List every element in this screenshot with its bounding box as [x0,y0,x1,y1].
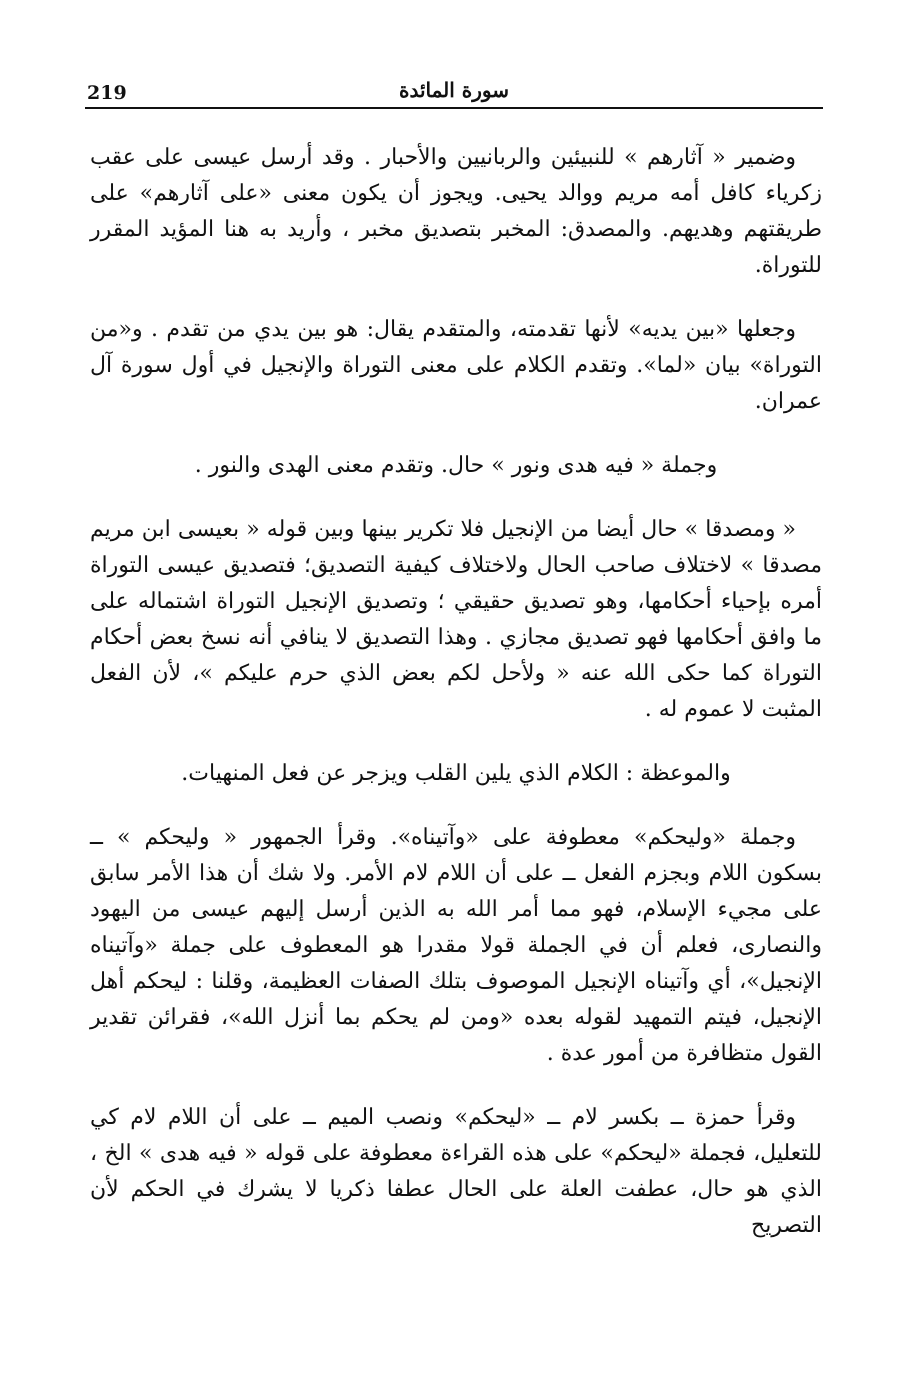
paragraph-walyahkum: وجملة «وليحكم» معطوفة على «وآتيناه». وقرأ الجمهور « وليحكم » ــ بسكون اللام وبجزم الفعل ــ على أن اللام لام الأمر. ولا شك أن هذا الأمر سابق على مجيء الإسلام، فهو مما أمر الله به الذين أرسل إليهم عيسى من اليهود والنصارى، فعلم أن في الجملة قولا مقدرا هو المعطوف على جملة «وآتيناه الإنجيل»، أي وآتيناه الإنجيل الموصوف بتلك الصفات العظيمة، وقلنا : ليحكم أهل الإنجيل، فيتم التمهيد لقوله بعده «ومن لم يحكم بما أنزل الله»، فقرائن تقدير القول متظافرة من أمور عدة . [90,825,822,1066]
paragraph-mawiza: والموعظة : الكلام الذي يلين القلب ويزجر عن فعل المنهيات. [181,761,731,786]
paragraph-fihi-huda: وجملة « فيه هدى ونور » حال. وتقدم معنى الهدى والنور . [194,453,718,478]
paragraph-damir-atharihim: وضمير « آثارهم » للنبيئين والربانيين والأحبار . وقد أرسل عيسى على عقب زكرياء كافل أمه مريم ووالد يحيى. ويجوز أن يكون معنى «على آثارهم» على طريقتهم وهديهم. والمصدق: المخبر بتصديق مخبر ، وأريد به هنا المؤيد المقرر للتوراة. [90,145,822,278]
paragraph-bayna-yadayhi: وجعلها «بين يديه» لأنها تقدمته، والمتقدم يقال: هو بين يدي من تقدم . و«من التوراة» بيان «لما». وتقدم الكلام على معنى التوراة والإنجيل في أول سورة آل عمران. [90,317,822,414]
page-number: 219 [87,82,127,104]
body-text [90,140,822,1272]
page-header [85,78,823,108]
paragraph-musaddiqan: « ومصدقا » حال أيضا من الإنجيل فلا تكرير بينها وبين قوله « بعيسى ابن مريم مصدقا » لاختلاف صاحب الحال ولاختلاف كيفية التصديق؛ فتصديق عيسى التوراة أمره بإحياء أحكامها، وهو تصديق حقيقي ؛ وتصديق الإنجيل التوراة اشتماله على ما وافق أحكامها فهو تصديق مجازي . وهذا التصديق لا ينافي أنه نسخ بعض أحكام التوراة كما حكى الله عنه « ولأحل لكم بعض الذي حرم عليكم »، لأن الفعل المثبت لا عموم له . [90,517,822,722]
paragraph-hamza-reading: وقرأ حمزة ــ بكسر لام ــ «ليحكم» ونصب الميم ــ على أن اللام لام كي للتعليل، فجملة «ليحكم» على هذه القراءة معطوفة على قوله « فيه هدى » الخ ، الذي هو حال، عطفت العلة على الحال عطفا ذكريا لا يشرك في الحكم لأن التصريح [90,1105,822,1238]
sura-title: سورة المائدة [398,78,510,102]
header-divider [85,107,823,109]
